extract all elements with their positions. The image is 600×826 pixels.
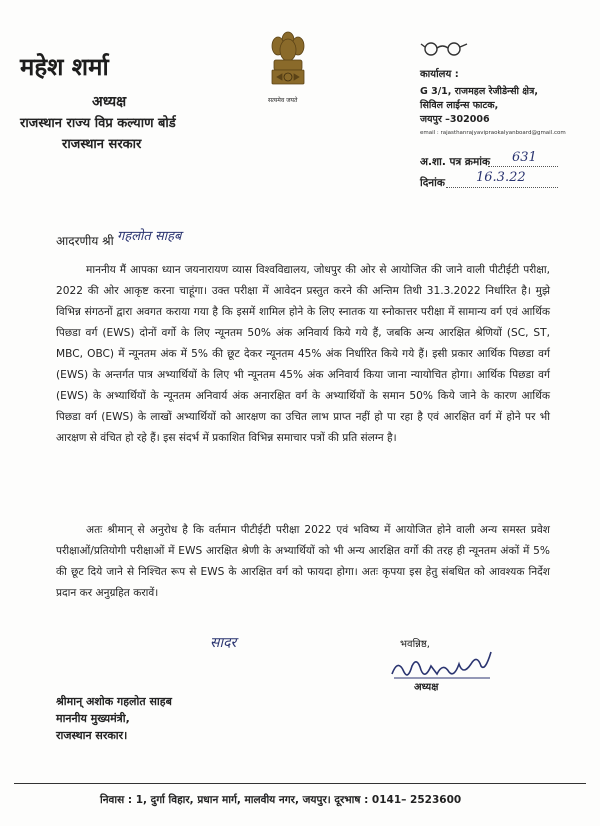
date-dotted-line [446,187,558,188]
spectacles-icon [420,40,470,56]
office-address-line: सिविल लाईन्स फाटक, [420,100,499,111]
office-label: कार्यालय : [420,69,459,80]
valediction: भवन्निष्ठ, [400,639,430,650]
body-paragraph: माननीय मैं आपका ध्यान जयनारायण व्यास विश्वविद्यालय, जोधपुर की ओर से आयोजित की जाने वाली पीटीईटी परीक्षा, 2022 की ओर आकृष्ट करना चाहूंगा। उक्त परीक्षा में आवेदन प्रस्तुत करने की अन्तिम तिथी 31.3.2022 निर्धारित है। मुझे विभिन्न संगठनों द्वारा अवगत कराया गया है कि इसमें शामिल होने के लिए स्नातक या स्नोकात्तर परीक्षा में सामान्य वर्ग एवं आर्थिक पिछडा वर्ग (EWS) दोनों वर्गो के लिए न्यूनतम 50% अंक अनिवार्य किये गये हैं, जबकि अन्य आरक्षित श्रेणियों (SC, ST, MBC, OBC) में न्यूनतम अंक में 5% की छूट देकर न्यूनतम 45% अंक निर्धारित किये गये हैं। इसी प्रकार आर्थिक पिछडा वर्ग (EWS) के अन्तर्गत पात्र अभ्यार्थियों के लिए भी न्यूनतम 45% अंक अनिवार्य किया जाना न्यायोचित होगा। आर्थिक पिछडा वर्ग (EWS) के अभ्यार्थियों के न्यूनतम अनिवार्य अंक अनारक्षित वर्ग के अभ्यार्थियों के समान 50% किये जाने के कारण आर्थिक पिछडा वर्ग (EWS) के लाखों अभ्यार्थियों को आरक्षण का उचित लाभ प्राप्त नहीं हो पा रहा है एवं आरक्षित वर्ग में होने पर भी आरक्षण से वंचित हो रहे हैं। इस संदर्भ में प्रकाशित विभिन्न समाचार पत्रों की प्रति संलग्न है। [56,264,550,444]
footer-divider [14,783,586,784]
office-address-line: G 3/1, राजमहल रेजीडेन्सी क्षेत्र, [420,86,538,97]
recipient-line: राजस्थान सरकार। [56,729,128,742]
handwritten-addressee: गहलोत साहब [117,229,182,244]
organisation-name: राजस्थान राज्य विप्र कल्याण बोर्ड [20,116,176,131]
sender-name: महेश शर्मा [20,53,109,81]
reference-number: 631 [512,150,537,165]
signature [388,650,498,684]
signatory-designation: अध्यक्ष [414,682,439,693]
ashoka-emblem-icon [265,28,311,104]
office-email: email : rajasthanrajyavipraokalyanboard@gmail.com [420,130,566,136]
sender-designation: अध्यक्ष [92,94,127,110]
government-name: राजस्थान सरकार [62,137,142,152]
recipient-line: श्रीमान् अशोक गहलोत साहब [56,695,172,708]
footer-residence: निवास : 1, दुर्गा विहार, प्रधान मार्ग, मालवीय नगर, जयपुर। दूरभाष : 0141– 2523600 [100,794,462,806]
reference-label: अ.शा. पत्र क्रमांक [420,156,491,168]
body-paragraph: अतः श्रीमान् से अनुरोध है कि वर्तमान पीटीईटी परीक्षा 2022 एवं भविष्य में आयोजित होने वाली अन्य समस्त प्रवेश परीक्षाओं/प्रतियोगी परीक्षाओं में EWS आरक्षित श्रेणी के अभ्यार्थियों को भी अन्य आरक्षित वर्गो की तरह ही न्यूनतम अंकों में 5% की छूट दिये जाने से निश्चित रूप से EWS के आरक्षित वर्ग को फायदा होगा। अतः कृपया इस हेतु संबधित को आवश्यक निर्देश प्रदान कर अनुग्रहित करावें। [56,524,550,599]
office-address-line: जयपुर –302006 [420,114,490,125]
letter-date: 16.3.22 [476,170,526,185]
reference-dotted-line [488,166,558,167]
recipient-line: माननीय मुख्यमंत्री, [56,712,130,725]
handwritten-note: सादर [210,635,237,651]
salutation: आदरणीय श्री [56,234,114,248]
emblem-motto: सत्यमेव जयते [268,97,298,104]
date-label: दिनांक [420,177,445,189]
